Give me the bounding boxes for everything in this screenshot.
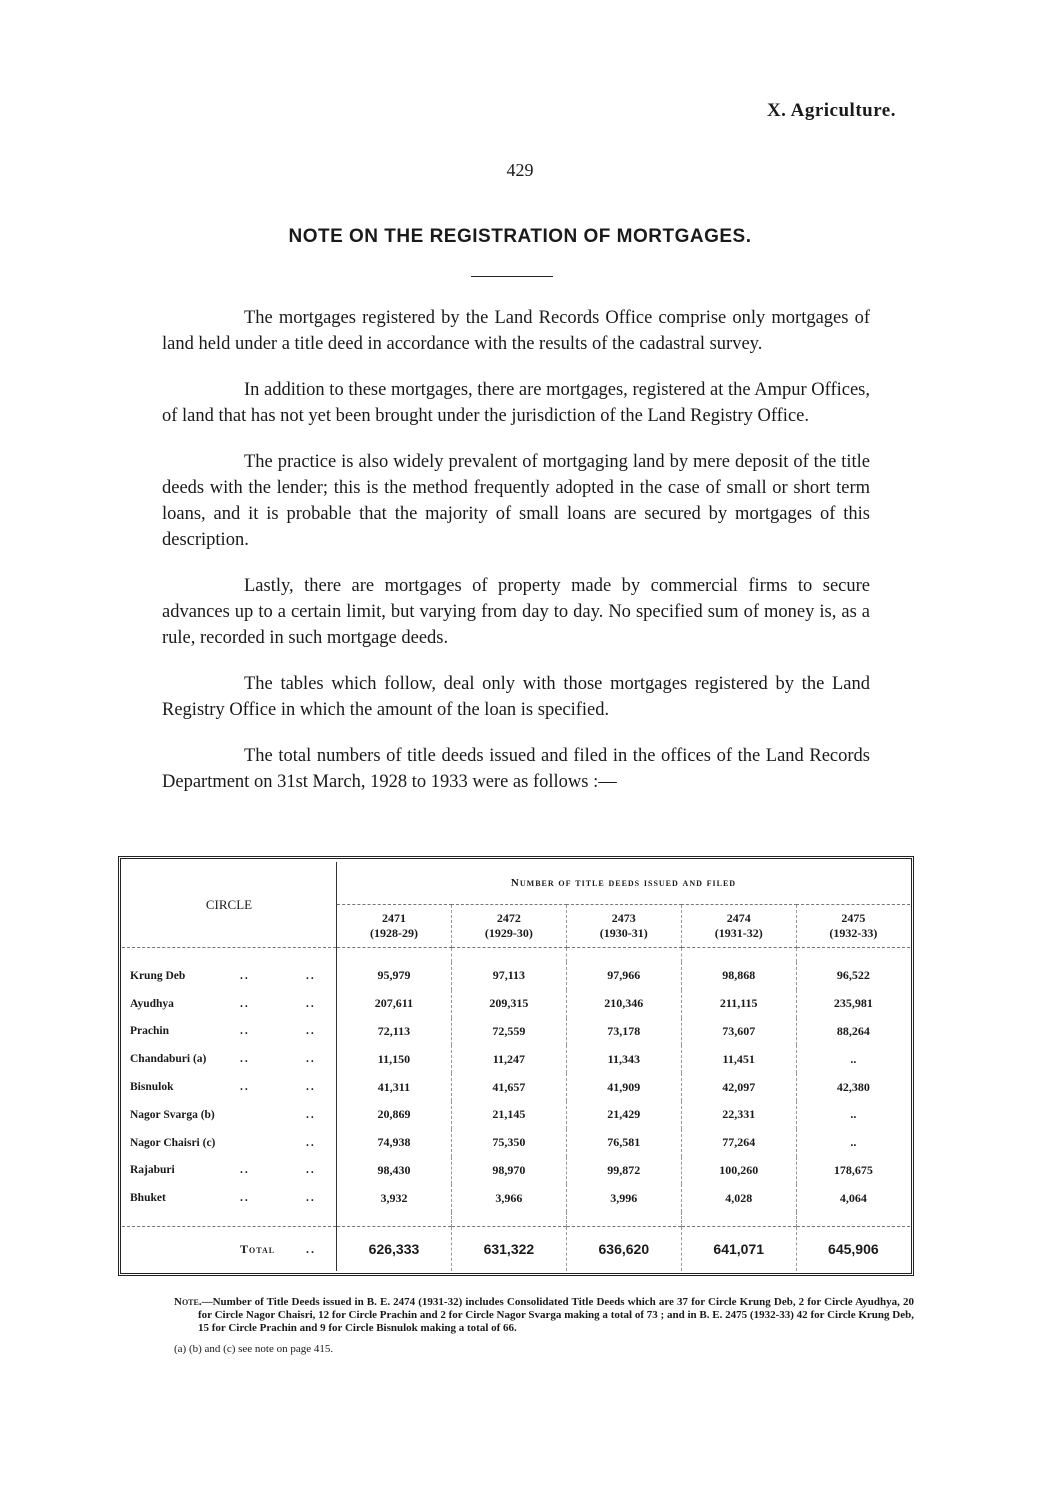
total-value-cell: 636,620 [566, 1227, 681, 1272]
total-label-cell [122, 1227, 337, 1272]
leader-dots: .. [306, 997, 316, 1010]
value-cell: 3,966 [451, 1184, 566, 1212]
year-column-header [337, 905, 452, 948]
circle-cell [122, 990, 337, 1018]
year-be: 2471 [381, 911, 406, 925]
total-value-cell: 626,333 [337, 1227, 452, 1272]
leader-dots: .. [306, 969, 316, 982]
circle-cell [122, 1073, 337, 1101]
leader-dots: .. [306, 1053, 316, 1066]
total-value-cell: 631,322 [451, 1227, 566, 1272]
circle-column-header: CIRCLE [122, 862, 337, 948]
value-cell: 11,150 [337, 1045, 452, 1073]
value-cell: 3,996 [566, 1184, 681, 1212]
value-cell: 95,979 [337, 962, 452, 990]
year-column-header [566, 905, 681, 948]
value-cell: 77,264 [681, 1129, 796, 1157]
circle-name: Nagor Svarga (b) [130, 1108, 215, 1121]
leader-dots: .. [240, 1025, 250, 1038]
total-label: Total [240, 1241, 276, 1256]
year-ce: (1932-33) [829, 926, 878, 940]
value-cell: 3,932 [337, 1184, 452, 1212]
value-cell: 41,909 [566, 1073, 681, 1101]
section-heading: X. Agriculture. [766, 100, 896, 121]
paragraph: The practice is also widely prevalent of mortgaging land by mere deposit of the title deeds with the lender; this is the method frequently adopted in the case of small or short term loans, and it is probable that the majority of small loans are secured by mortgages of this description. [162, 452, 870, 550]
value-cell: 210,346 [566, 990, 681, 1018]
leader-dots: .. [306, 1164, 316, 1177]
circle-cell [122, 1018, 337, 1046]
value-cell: 4,028 [681, 1184, 796, 1212]
table-row [122, 1129, 910, 1157]
paragraph: The mortgages registered by the Land Records Office comprise only mortgages of land held under a title deed in accordance with the results of the cadastral survey. [162, 308, 870, 354]
circle-name: Bhuket [130, 1192, 166, 1205]
value-cell: 41,657 [451, 1073, 566, 1101]
year-ce: (1928-29) [369, 926, 418, 940]
value-cell: .. [850, 1051, 857, 1066]
value-cell: 178,675 [833, 1162, 873, 1177]
paragraph: In addition to these mortgages, there are mortgages, registered at the Ampur Offices, of land that has not yet been brought under the jurisdiction of the Land Registry Office. [162, 380, 870, 426]
year-be: 2475 [841, 911, 866, 925]
circle-cell [122, 1157, 337, 1185]
value-cell: 98,430 [337, 1157, 452, 1185]
value-cell: 73,607 [681, 1018, 796, 1046]
value-cell: 100,260 [681, 1157, 796, 1185]
leader-dots: .. [240, 1192, 250, 1205]
body-text [162, 305, 870, 815]
leader-dots: .. [306, 1081, 316, 1094]
value-cell: 11,451 [681, 1045, 796, 1073]
table-note [174, 1296, 914, 1335]
circle-name: Krung Deb [130, 969, 186, 982]
table-body [122, 948, 910, 1272]
paragraph: The total numbers of title deeds issued and filed in the offices of the Land Records Department on 31st March, 1928 to 1933 were as follows :— [162, 746, 870, 792]
leader-dots: .. [306, 1025, 316, 1038]
title-deeds-table [122, 862, 910, 1271]
group-column-header: Number of title deeds issued and filed [337, 862, 911, 905]
value-cell: 72,113 [337, 1018, 452, 1046]
year-ce: (1931-32) [714, 926, 763, 940]
value-cell: .. [850, 1107, 857, 1122]
year-be: 2474 [726, 911, 751, 925]
year-be: 2473 [611, 911, 636, 925]
year-ce: (1930-31) [599, 926, 648, 940]
value-cell: 21,145 [451, 1101, 566, 1129]
value-cell: 207,611 [337, 990, 452, 1018]
total-value-cell: 645,906 [796, 1227, 910, 1272]
note-label: Note. [174, 1296, 202, 1308]
circle-cell [122, 1101, 337, 1129]
circle-name: Chandaburi (a) [130, 1053, 207, 1066]
circle-name: Prachin [130, 1025, 169, 1038]
circle-name: Bisnulok [130, 1081, 174, 1094]
value-cell: 98,868 [681, 962, 796, 990]
value-cell: 74,938 [337, 1129, 452, 1157]
year-column-header [451, 905, 566, 948]
table-row [122, 962, 910, 990]
value-cell: 4,064 [839, 1190, 867, 1205]
circle-name: Nagor Chaisri (c) [130, 1136, 216, 1149]
table-row [122, 1018, 910, 1046]
table-row [122, 1045, 910, 1073]
leader-dots: .. [240, 1164, 250, 1177]
value-cell: 22,331 [681, 1101, 796, 1129]
leader-dots: .. [306, 1192, 316, 1205]
circle-name: Ayudhya [130, 997, 174, 1010]
circle-cell [122, 962, 337, 990]
circle-cell [122, 1045, 337, 1073]
paragraph: Lastly, there are mortgages of property made by commercial firms to secure advances up to a certain limit, but varying from day to day. No specified sum of money is, as a rule, recorded in such mortgage deeds. [162, 576, 870, 648]
value-cell: .. [850, 1135, 857, 1150]
note-reference: (a) (b) and (c) see note on page 415. [174, 1343, 334, 1355]
year-column-header [796, 905, 910, 948]
value-cell: 42,097 [681, 1073, 796, 1101]
footnotes [174, 1296, 914, 1356]
spacer-row [122, 948, 910, 963]
year-ce: (1929-30) [484, 926, 533, 940]
leader-dots: .. [306, 1136, 316, 1149]
value-cell: 97,113 [451, 962, 566, 990]
value-cell: 88,264 [836, 1023, 870, 1038]
value-cell: 73,178 [566, 1018, 681, 1046]
value-cell: 211,115 [681, 990, 796, 1018]
value-cell: 235,981 [833, 996, 873, 1011]
spacer-row [122, 1212, 910, 1227]
value-cell: 99,872 [566, 1157, 681, 1185]
value-cell: 96,522 [836, 968, 870, 983]
table-row [122, 1101, 910, 1129]
value-cell: 209,315 [451, 990, 566, 1018]
total-row [122, 1227, 910, 1272]
value-cell: 76,581 [566, 1129, 681, 1157]
table-row [122, 1184, 910, 1212]
table-row [122, 1157, 910, 1185]
note-text: —Number of Title Deeds issued in B. E. 2474 (1931-32) includes Consolidated Title Deeds which are 37 for Circle Krung Deb, 2 for Circle Ayudhya, 20 for Circle Nagor Chaisri, 12 for Circle Prachin and 2 for Circle Nagor Svarga making a total of 73 ; and in B. E. 2475 (1932-33) 42 for Circle Krung Deb, 15 for Circle Prachin and 9 for Circle Bisnulok making a total of 66. [198, 1296, 914, 1334]
value-cell: 21,429 [566, 1101, 681, 1129]
circle-cell [122, 1184, 337, 1212]
leader-dots: .. [240, 997, 250, 1010]
page-number: 429 [506, 160, 534, 180]
year-be: 2472 [496, 911, 521, 925]
circle-cell [122, 1129, 337, 1157]
table-row [122, 1073, 910, 1101]
paragraph: The tables which follow, deal only with those mortgages registered by the Land Registry Office in which the amount of the loan is specified. [162, 674, 870, 720]
circle-name: Rajaburi [130, 1164, 175, 1177]
value-cell: 97,966 [566, 962, 681, 990]
page-title: NOTE ON THE REGISTRATION OF MORTGAGES. [288, 226, 752, 247]
leader-dots: .. [306, 1241, 316, 1256]
value-cell: 11,247 [451, 1045, 566, 1073]
leader-dots: .. [306, 1108, 316, 1121]
value-cell: 72,559 [451, 1018, 566, 1046]
value-cell: 41,311 [337, 1073, 452, 1101]
value-cell: 98,970 [451, 1157, 566, 1185]
value-cell: 20,869 [337, 1101, 452, 1129]
table-row [122, 990, 910, 1018]
leader-dots: .. [240, 1053, 250, 1066]
leader-dots: .. [240, 969, 250, 982]
leader-dots: .. [240, 1081, 250, 1094]
title-rule [471, 276, 553, 277]
value-cell: 11,343 [566, 1045, 681, 1073]
year-column-header [681, 905, 796, 948]
total-value-cell: 641,071 [681, 1227, 796, 1272]
value-cell: 42,380 [836, 1079, 870, 1094]
value-cell: 75,350 [451, 1129, 566, 1157]
